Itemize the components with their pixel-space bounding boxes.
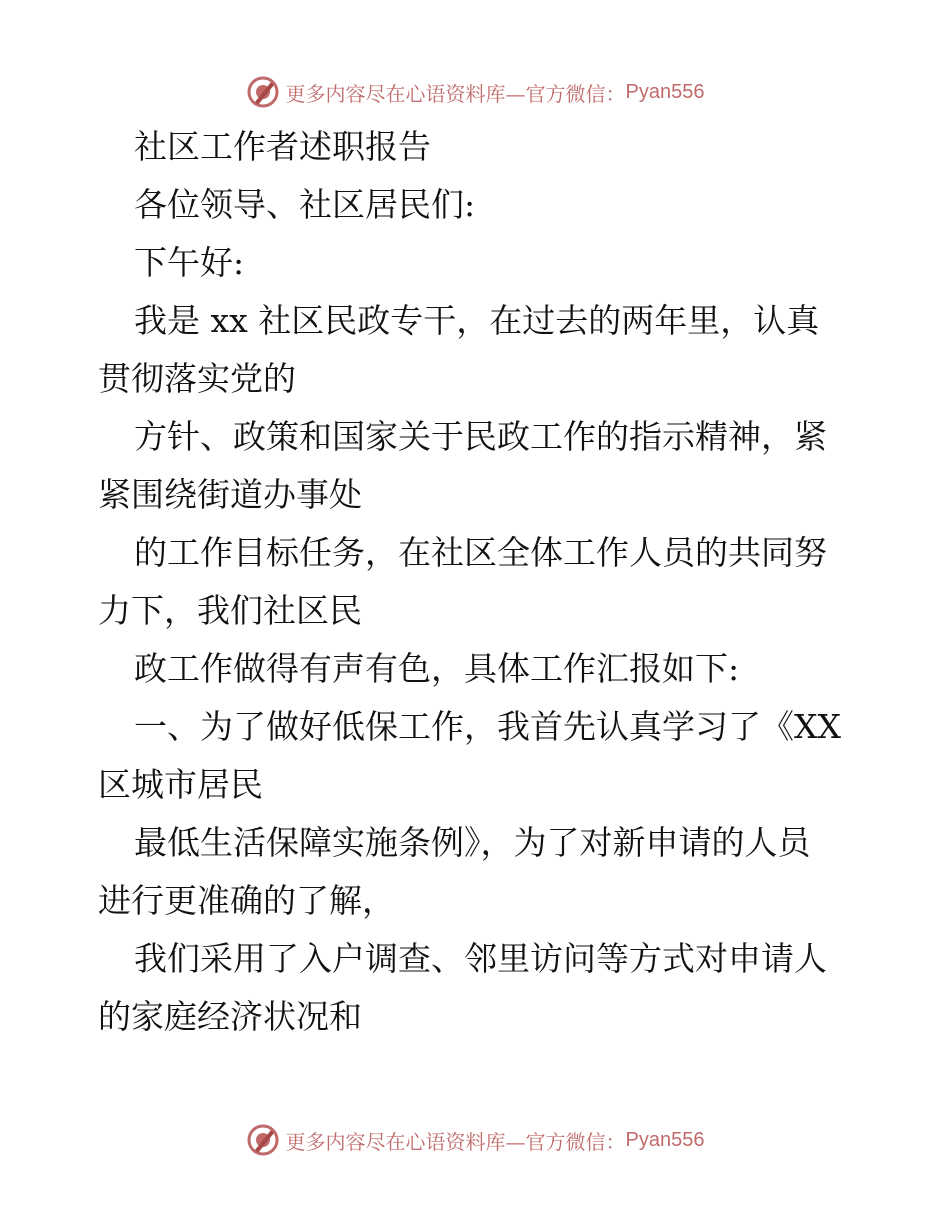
text-line: 社区工作者述职报告 (134, 127, 431, 166)
text-line: 下午好: (134, 243, 245, 282)
text-line: 进行更准确的了解， (98, 881, 395, 920)
text-line: 一、为了做好低保工作，我首先认真学习了《XX (134, 707, 841, 746)
pen-logo-icon (246, 1123, 280, 1157)
text-line: 力下，我们社区民 (98, 591, 362, 630)
text-line: 各位领导、社区居民们: (134, 185, 476, 224)
text-line: 的工作目标任务，在社区全体工作人员的共同努 (134, 533, 827, 572)
text-line: 的家庭经济状况和 (98, 997, 362, 1036)
header-watermark (0, 72, 950, 112)
watermark-text: 更多内容尽在心语资料库—官方微信： (285, 81, 626, 106)
footer-watermark (0, 1120, 950, 1160)
text-line: 政工作做得有声有色，具体工作汇报如下: (134, 649, 740, 688)
text-line: 最低生活保障实施条例》，为了对新申请的人员 (134, 823, 811, 862)
document-body (98, 118, 858, 1046)
text-line: 我是 xx 社区民政专干，在过去的两年里，认真 (134, 301, 820, 340)
text-line: 紧围绕街道办事处 (98, 475, 362, 514)
watermark-id: Pyan556 (625, 80, 705, 103)
text-line: 贯彻落实党的 (98, 359, 296, 398)
watermark-text: 更多内容尽在心语资料库—官方微信： (285, 1129, 626, 1154)
text-line: 我们采用了入户调查、邻里访问等方式对申请人 (134, 939, 827, 978)
watermark-id: Pyan556 (625, 1128, 705, 1151)
text-line: 方针、政策和国家关于民政工作的指示精神，紧 (134, 417, 827, 456)
text-line: 区城市居民 (98, 765, 263, 804)
pen-logo-icon (246, 75, 280, 109)
